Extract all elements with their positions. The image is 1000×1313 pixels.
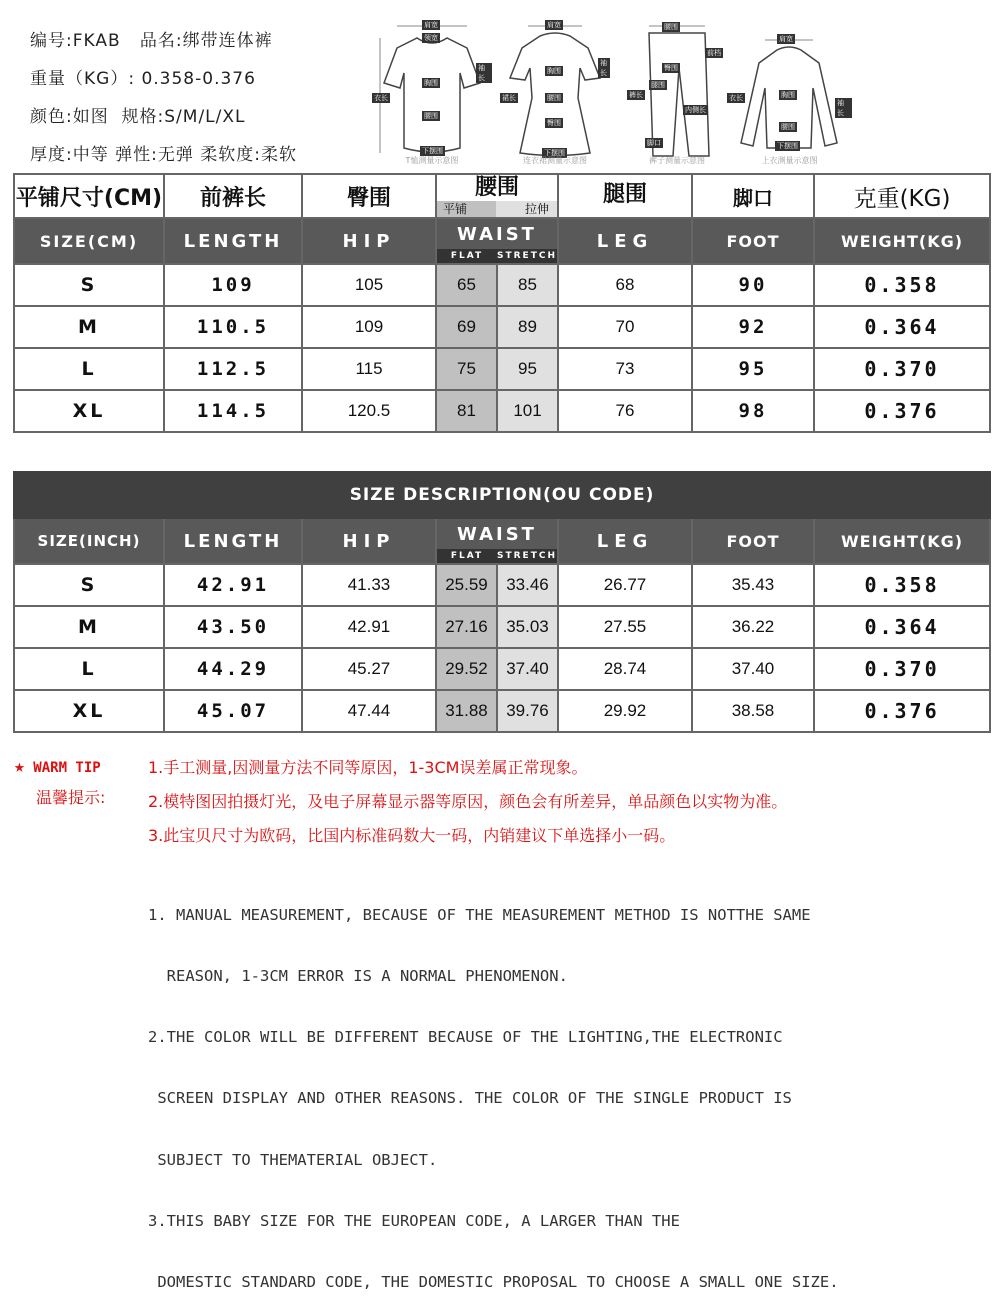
- product-code-name: 编号:FKAB 品名:绑带连体裤: [30, 31, 273, 51]
- table-row: L 112.5 115 75 95 73 95 0.370: [14, 348, 990, 390]
- en-header-row: [14, 218, 990, 264]
- note-line: 2.THE COLOR WILL BE DIFFERENT BECAUSE OF THE LIGHTING,THE ELECTRONIC: [148, 1028, 783, 1047]
- header-length: LENGTH: [164, 218, 302, 264]
- note-line: SCREEN DISPLAY AND OTHER REASONS. THE COLOR OF THE SINGLE PRODUCT IS: [148, 1089, 792, 1108]
- header-weight: WEIGHT(KG): [814, 518, 990, 564]
- header-leg-cn: 腿围: [558, 174, 692, 218]
- note-line: 1. MANUAL MEASUREMENT, BECAUSE OF THE MEASUREMENT METHOD IS NOTTHE SAME: [148, 905, 811, 924]
- size-table-cm: [13, 173, 991, 433]
- header-foot: FOOT: [692, 218, 814, 264]
- cn-header-row: [14, 174, 990, 218]
- en-header-row: [14, 518, 990, 564]
- header-leg: LEG: [558, 218, 692, 264]
- table-row: S 109 105 65 85 68 90 0.358: [14, 264, 990, 306]
- header-length: LENGTH: [164, 518, 302, 564]
- header-weight-cn: 克重(KG): [814, 174, 990, 218]
- header-foot-cn: 脚口: [692, 174, 814, 218]
- table-row: XL 45.07 47.44 31.88 39.76 29.92 38.58 0.376: [14, 690, 990, 732]
- tip-item: 3.此宝贝尺寸为欧码，比国内标准码数大一码，内销建议下单选择小一码。: [148, 826, 676, 845]
- note-line: SUBJECT TO THEMATERIAL OBJECT.: [148, 1150, 438, 1169]
- header-size-cn: 平铺尺寸(CM): [14, 174, 164, 218]
- header-waist: WAIST FLAT STRETCH: [436, 518, 558, 564]
- header-waist-cn: 腰围 平铺 拉伸: [436, 174, 558, 218]
- table-row: L 44.29 45.27 29.52 37.40 28.74 37.40 0.370: [14, 648, 990, 690]
- warm-tip-label: ★ WARM TIP 温馨提示:: [14, 756, 106, 807]
- note-line: 3.THIS BABY SIZE FOR THE EUROPEAN CODE, A LARGER THAN THE: [148, 1211, 680, 1230]
- header-length-cn: 前裤长: [164, 174, 302, 218]
- table-row: S 42.91 41.33 25.59 33.46 26.77 35.43 0.358: [14, 564, 990, 606]
- table-row: M 43.50 42.91 27.16 35.03 27.55 36.22 0.364: [14, 606, 990, 648]
- measurement-diagrams: [372, 8, 852, 168]
- star-icon: ★: [14, 756, 25, 777]
- table-row: XL 114.5 120.5 81 101 76 98 0.376: [14, 390, 990, 432]
- header-waist: WAIST FLAT STRETCH: [436, 218, 558, 264]
- english-notes: [148, 864, 839, 1313]
- tshirt-diagram-icon: 肩宽 领宽 袖长 衣长 胸围 腰围 下摆围 T恤测量示意图: [372, 8, 492, 158]
- size-table-inch: [13, 471, 991, 733]
- dress-diagram-icon: 肩宽 袖长 裙长 胸围 腰围 臀围 下摆围 连衣裙测量示意图: [500, 8, 610, 158]
- shirt-diagram-icon: 肩宽 衣长 胸围 袖长 腰围 下摆围 上衣测量示意图: [727, 8, 852, 158]
- table-row: M 110.5 109 69 89 70 92 0.364: [14, 306, 990, 348]
- note-line: DOMESTIC STANDARD CODE, THE DOMESTIC PROPOSAL TO CHOOSE A SMALL ONE SIZE.: [148, 1273, 839, 1292]
- header-foot: FOOT: [692, 518, 814, 564]
- tip-item: 2.模特图因拍摄灯光，及电子屏幕显示器等原因，颜色会有所差异，单品颜色以实物为准。: [148, 792, 788, 811]
- header-size: SIZE(CM): [14, 218, 164, 264]
- header-hip: HIP: [302, 518, 436, 564]
- header-hip: HIP: [302, 218, 436, 264]
- header-size-inch: SIZE(INCH): [14, 518, 164, 564]
- product-color-spec: 颜色:如图 规格:S/M/L/XL: [30, 107, 246, 127]
- pants-diagram-icon: 腰围 前档 臀围 裤长 腿围 内侧长 脚口 裤子测量示意图: [629, 23, 721, 165]
- product-properties: 厚度:中等 弹性:无弹 柔软度:柔软: [30, 145, 297, 165]
- size-description-banner: [14, 472, 990, 518]
- note-line: REASON, 1-3CM ERROR IS A NORMAL PHENOMENON.: [148, 967, 568, 986]
- header-hip-cn: 臀围: [302, 174, 436, 218]
- header-weight: WEIGHT(KG): [814, 218, 990, 264]
- header-leg: LEG: [558, 518, 692, 564]
- tip-item: 1.手工测量,因测量方法不同等原因，1-3CM误差属正常现象。: [148, 758, 588, 777]
- product-weight: 重量（KG）: 0.358-0.376: [30, 69, 256, 89]
- product-info: [30, 24, 297, 176]
- warm-tip-list: [148, 754, 998, 856]
- size-description-title: SIZE DESCRIPTION(OU CODE): [14, 472, 990, 518]
